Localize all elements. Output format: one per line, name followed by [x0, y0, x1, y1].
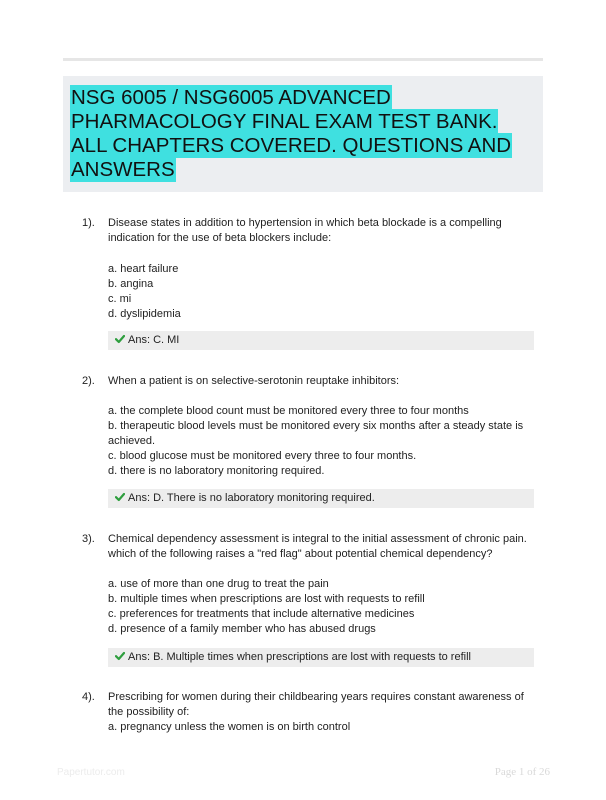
answer-text: Ans: C. MI	[128, 334, 180, 346]
checkmark-icon	[115, 492, 125, 502]
answer-box	[108, 489, 534, 508]
option-c: c. mi	[108, 293, 132, 305]
question-number: 4).	[82, 691, 95, 703]
option-a: a. pregnancy unless the women is on birth control	[108, 721, 351, 733]
question-text: Disease states in addition to hypertension in which beta blockade is a compelling indication for the use of beta blockers include:	[108, 217, 502, 244]
option-b: b. therapeutic blood levels must be monitored every six months after a steady state is achieved.	[108, 420, 524, 447]
option-c: c. blood glucose must be monitored every three to four months.	[108, 450, 417, 462]
option-c: c. preferences for treatments that include alternative medicines	[108, 608, 415, 620]
document-title	[70, 86, 533, 182]
footer-site-watermark: Papertutor.com	[57, 767, 125, 778]
page-number: Page 1 of 26	[494, 766, 550, 778]
question-text: Chemical dependency assessment is integral to the initial assessment of chronic pain. which of the following raises a "red flag" about potential chemical dependency?	[108, 533, 527, 560]
question-number: 1).	[82, 217, 95, 229]
answer-box	[108, 331, 534, 350]
document-title-highlight: NSG 6005 / NSG6005 ADVANCED PHARMACOLOGY FINAL EXAM TEST BANK. ALL CHAPTERS COVERED. QUESTIONS AND ANSWERS	[71, 86, 512, 181]
question-number: 3).	[82, 533, 95, 545]
answer-text: Ans: D. There is no laboratory monitoring required.	[128, 492, 375, 504]
option-d: d. there is no laboratory monitoring required.	[108, 465, 325, 477]
question-text: Prescribing for women during their childbearing years requires constant awareness of the possibility of:	[108, 691, 524, 718]
option-a: a. heart failure	[108, 263, 179, 275]
top-divider	[63, 58, 543, 61]
option-a: a. use of more than one drug to treat the pain	[108, 578, 329, 590]
checkmark-icon	[115, 651, 125, 661]
option-d: d. dyslipidemia	[108, 308, 181, 320]
checkmark-icon	[115, 334, 125, 344]
question-number: 2).	[82, 375, 95, 387]
option-a: a. the complete blood count must be monitored every three to four months	[108, 405, 469, 417]
option-b: b. multiple times when prescriptions are lost with requests to refill	[108, 593, 425, 605]
answer-text: Ans: B. Multiple times when prescriptions are lost with requests to refill	[128, 651, 471, 663]
answer-box	[108, 648, 534, 667]
title-banner	[63, 76, 543, 192]
question-text: When a patient is on selective-serotonin reuptake inhibitors:	[108, 375, 400, 387]
option-b: b. angina	[108, 278, 154, 290]
option-d: d. presence of a family member who has abused drugs	[108, 623, 376, 635]
